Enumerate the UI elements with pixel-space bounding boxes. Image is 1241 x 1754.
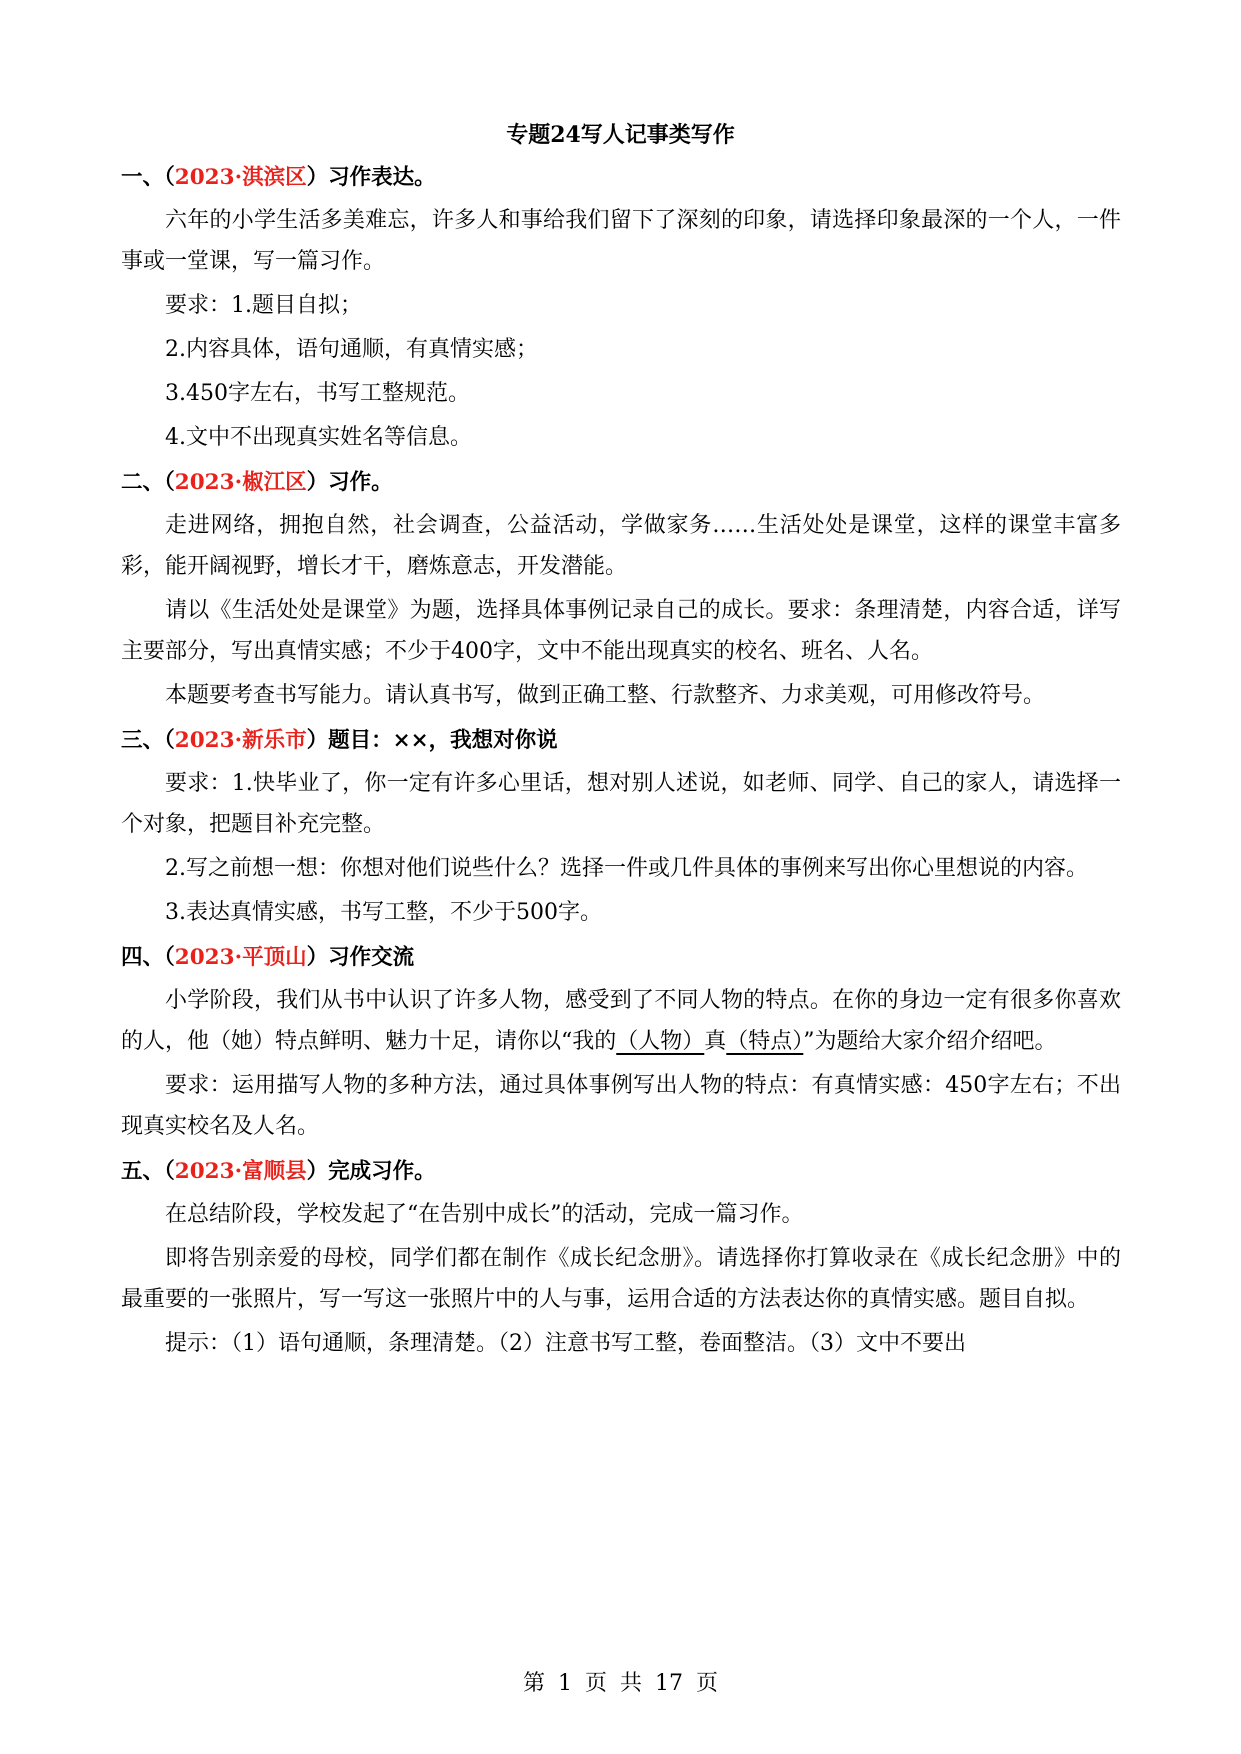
hint-line: 提示：（1）语句通顺，条理清楚。（2）注意书写工整，卷面整洁。（3）文中不要出	[165, 1331, 966, 1356]
section-source: 2023·椒江区	[174, 470, 307, 495]
requirement-line: 3.表达真情实感，书写工整，不少于500字。	[165, 900, 602, 925]
section-number: 一、（	[121, 165, 175, 190]
requirement-line: 3.450字左右，书写工整规范。	[165, 381, 470, 406]
section-heading	[121, 156, 1121, 200]
paragraph	[121, 980, 1121, 1062]
document-body	[121, 156, 1121, 1367]
requirement-line: 2.内容具体，语句通顺，有真情实感；	[165, 337, 538, 362]
page-footer: 第 1 页 共 17 页	[523, 1671, 718, 1696]
paragraph: 即将告别亲爱的母校，同学们都在制作《成长纪念册》。请选择你打算收录在《成长纪念册》中的最重要的一张照片，写一写这一张照片中的人与事，运用合适的方法表达你的真情实感。题目自拟。	[121, 1246, 1121, 1312]
paragraph: 在总结阶段，学校发起了“在告别中成长”的活动，完成一篇习作。	[165, 1202, 804, 1227]
section-heading	[121, 1150, 1121, 1194]
paragraph: 本题要考查书写能力。请认真书写，做到正确工整、行款整齐、力求美观，可用修改符号。	[165, 683, 1046, 708]
section-title: ）习作。	[306, 470, 393, 495]
section-heading	[121, 719, 1121, 763]
paragraph: 要求：1.快毕业了，你一定有许多心里话，想对别人述说，如老师、同学、自己的家人，请选择一个对象，把题目补充完整。	[121, 771, 1121, 837]
section-source: 2023·平顶山	[174, 945, 307, 970]
section-number: 三、（	[121, 728, 175, 753]
section-title: ）习作交流	[306, 945, 415, 970]
section-heading	[121, 936, 1121, 980]
paragraph: 走进网络，拥抱自然，社会调查，公益活动，学做家务……生活处处是课堂，这样的课堂丰富多彩，能开阔视野，增长才干，磨炼意志，开发潜能。	[121, 513, 1121, 579]
paragraph: 六年的小学生活多美难忘，许多人和事给我们留下了深刻的印象，请选择印象最深的一个人，一件事或一堂课，写一篇习作。	[121, 208, 1121, 274]
section-number: 四、（	[121, 945, 175, 970]
paragraph-text: 真	[704, 1029, 727, 1054]
paragraph: 要求：运用描写人物的多种方法，通过具体事例写出人物的特点：有真情实感：450字左右；不出现真实校名及人名。	[121, 1073, 1121, 1139]
section-number: 五、（	[121, 1159, 175, 1184]
section-number: 二、（	[121, 470, 175, 495]
section-title: ）题目：××，我想对你说	[306, 728, 558, 753]
paragraph: 请以《生活处处是课堂》为题，选择具体事例记录自己的成长。要求：条理清楚，内容合适，详写主要部分，写出真情实感；不少于400字，文中不能出现真实的校名、班名、人名。	[121, 598, 1121, 664]
paragraph: 2.写之前想一想：你想对他们说些什么？选择一件或几件具体的事例来写出你心里想说的内容。	[165, 856, 1088, 881]
underlined-blank-person: （人物）	[616, 1029, 705, 1054]
requirement-line: 要求：1.题目自拟；	[165, 293, 362, 318]
section-source: 2023·富顺县	[174, 1159, 307, 1184]
section-heading	[121, 461, 1121, 505]
underlined-blank-trait: （特点）	[726, 1029, 804, 1054]
paragraph-text: ”为题给大家介绍介绍吧。	[803, 1029, 1057, 1054]
document-title: 专题24写人记事类写作	[506, 122, 735, 148]
section-title: ）完成习作。	[306, 1159, 436, 1184]
requirement-line: 4.文中不出现真实姓名等信息。	[165, 425, 472, 450]
paragraph-text: 小学阶段，我们从书中认识了许多人物，感受到了不同人物的特点。在你的身边一定有很多你喜欢的人，他（她）特点鲜明、魅力十足，请你以“我的	[121, 988, 1121, 1054]
section-source: 2023·新乐市	[174, 728, 307, 753]
section-title: ）习作表达。	[306, 165, 436, 190]
section-source: 2023·淇滨区	[174, 165, 307, 190]
